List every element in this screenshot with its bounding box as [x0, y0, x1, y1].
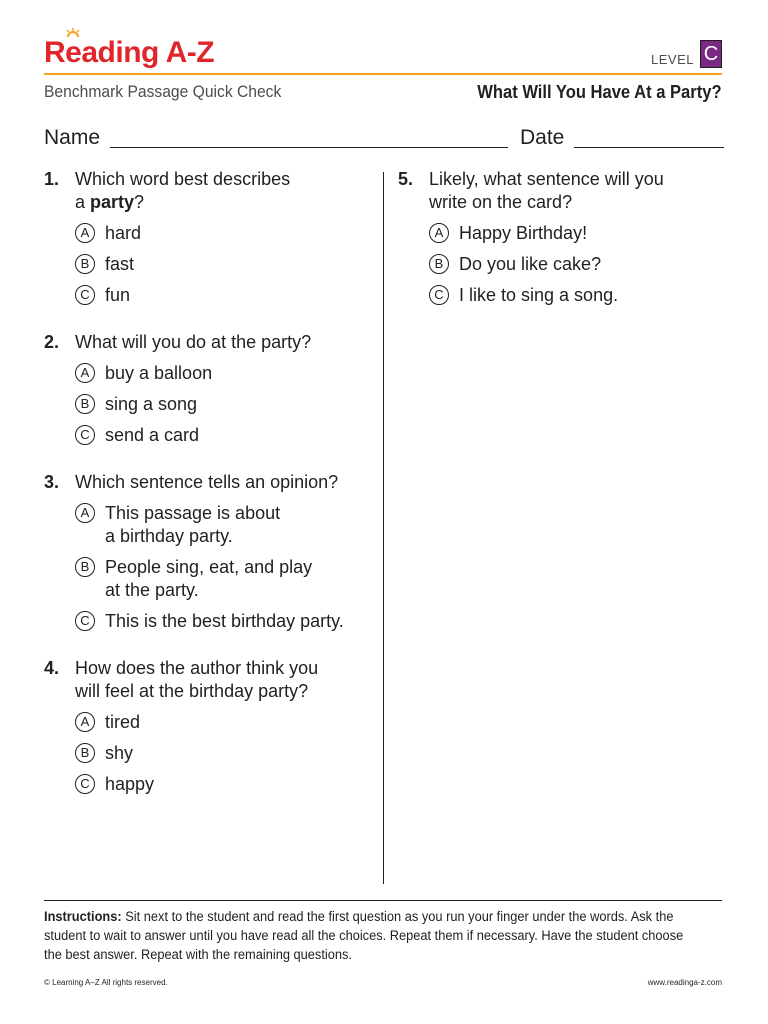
option-text: send a card [105, 425, 200, 445]
option-bubble[interactable]: B [75, 743, 95, 763]
option-bubble[interactable]: B [75, 254, 95, 274]
option-c[interactable] [75, 773, 154, 796]
option-a[interactable] [75, 222, 141, 245]
question-text-line2: write on the card? [429, 192, 573, 212]
question-bold-word: party [90, 192, 135, 212]
question-1 [44, 168, 374, 308]
column-divider [383, 172, 384, 884]
option-b[interactable] [429, 253, 601, 276]
reading-az-logo [44, 36, 214, 70]
option-bubble[interactable]: B [75, 557, 95, 577]
option-text: buy a balloon [105, 363, 213, 383]
option-text: hard [105, 223, 142, 243]
option-c[interactable] [75, 284, 130, 307]
question-5 [398, 168, 723, 308]
question-number: 5. [398, 169, 414, 189]
instructions-line1: Sit next to the student and read the first question as you run your finger under the words. Ask the [121, 909, 674, 924]
option-text: sing a song [105, 394, 198, 414]
option-bubble[interactable]: A [75, 363, 95, 383]
instructions-line2: student to wait to answer until you have read all the choices. Repeat them if necessary. Have the student choose [44, 928, 684, 943]
option-a[interactable] [75, 711, 140, 734]
instructions-line3: the best answer. Repeat with the remaining questions. [44, 947, 352, 962]
sun-icon [66, 28, 80, 38]
option-text: This is the best birthday party. [105, 611, 344, 631]
question-number: 3. [44, 472, 60, 492]
option-bubble[interactable]: C [75, 611, 95, 631]
option-text: Do you like cake? [459, 254, 602, 274]
option-text-line2: at the party. [105, 580, 199, 600]
option-text: fun [105, 285, 131, 305]
name-field-line[interactable] [110, 147, 508, 148]
option-c[interactable] [75, 610, 344, 633]
name-date-row [44, 126, 724, 150]
passage-title: What Will You Have At a Party? [477, 82, 722, 102]
option-a[interactable] [429, 222, 587, 245]
question-number: 2. [44, 332, 60, 352]
level-label: LEVEL [651, 52, 694, 67]
question-4 [44, 657, 374, 802]
question-text: Which word best describes [75, 169, 291, 189]
option-bubble[interactable]: B [429, 254, 449, 274]
option-bubble[interactable]: A [75, 223, 95, 243]
question-2 [44, 331, 374, 451]
level-badge: C [700, 40, 722, 68]
question-text: What will you do at the party? [75, 332, 312, 352]
option-bubble[interactable]: C [429, 285, 449, 305]
question-text-line2 [75, 191, 144, 214]
level-indicator [651, 40, 722, 68]
option-text [105, 502, 280, 548]
option-b[interactable] [75, 393, 197, 416]
option-text-line2: a birthday party. [105, 526, 233, 546]
option-b[interactable] [75, 253, 134, 276]
instructions-label: Instructions: [44, 909, 122, 924]
option-text: shy [105, 743, 134, 763]
option-bubble[interactable]: C [75, 285, 95, 305]
option-text: tired [105, 712, 141, 732]
option-b[interactable] [75, 742, 133, 765]
question-number: 1. [44, 169, 60, 189]
question-number: 4. [44, 658, 60, 678]
option-bubble[interactable]: A [429, 223, 449, 243]
option-bubble[interactable]: A [75, 712, 95, 732]
option-a[interactable] [75, 502, 280, 548]
date-field-line[interactable] [574, 147, 724, 148]
option-text-line1: This passage is about [105, 503, 281, 523]
question-text-line2: will feel at the birthday party? [75, 681, 309, 701]
option-c[interactable] [75, 424, 199, 447]
option-a[interactable] [75, 362, 212, 385]
option-b[interactable] [75, 556, 312, 602]
option-text: I like to sing a song. [459, 285, 619, 305]
question-text-suffix: ? [134, 192, 145, 212]
option-bubble[interactable]: C [75, 425, 95, 445]
option-text: fast [105, 254, 135, 274]
option-text: Happy Birthday! [459, 223, 588, 243]
option-c[interactable] [429, 284, 618, 307]
question-text-prefix: a [75, 192, 91, 212]
question-3 [44, 471, 379, 641]
question-text: How does the author think you [75, 658, 319, 678]
option-bubble[interactable]: A [75, 503, 95, 523]
page-subtitle: Benchmark Passage Quick Check [44, 82, 282, 101]
option-text [105, 556, 312, 602]
footer-rule [44, 900, 722, 901]
date-label: Date [520, 126, 565, 149]
header-rule [44, 73, 722, 75]
option-text-line1: People sing, eat, and play [105, 557, 313, 577]
option-bubble[interactable]: B [75, 394, 95, 414]
option-bubble[interactable]: C [75, 774, 95, 794]
question-text: Likely, what sentence will you [429, 169, 664, 189]
logo-text: Reading A-Z [44, 36, 215, 69]
copyright: © Learning A–Z All rights reserved. [44, 978, 168, 987]
question-text: Which sentence tells an opinion? [75, 472, 339, 492]
footer-url[interactable]: www.readinga-z.com [647, 978, 722, 987]
name-label: Name [44, 126, 101, 149]
instructions [44, 907, 690, 964]
option-text: happy [105, 774, 155, 794]
